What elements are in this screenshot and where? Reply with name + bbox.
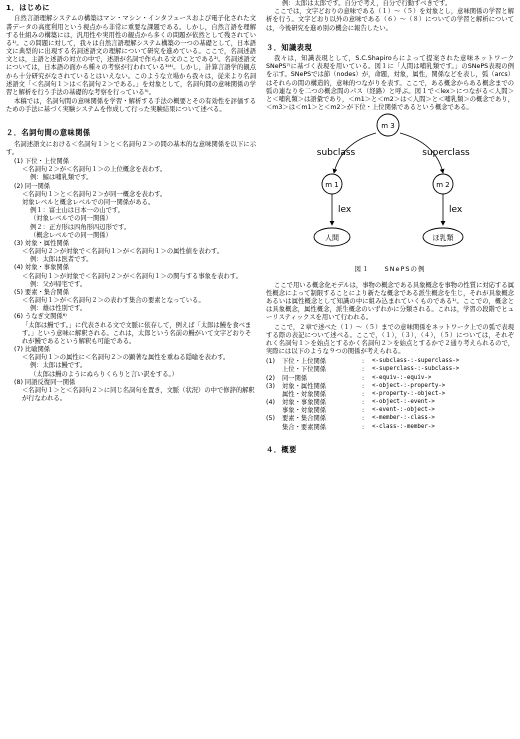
relation-name: 要素・集合関係 xyxy=(282,415,327,423)
relation-arc-table xyxy=(266,358,514,432)
arc-notation-paragraph: ここで，２章で述べた（１）～（５）までの意味関係をネットワーク上での弧で表現する際の表記について述べる。ここで，（１），（３），（４），（５）については，それぞれく名詞句１＞を始点とするかく名詞句２＞を始点とするかで２通り考えられるので，実際には以下のような９つの関係が考えられる。 xyxy=(266,323,514,356)
relation-number: (1) xyxy=(266,358,275,366)
relation-name: 事象・対象関係 xyxy=(282,407,327,415)
relation-number: (4) xyxy=(266,399,275,407)
arc-notation: <-subclass-:-superclass-> xyxy=(372,358,460,365)
separator: : xyxy=(362,399,365,407)
intro-section xyxy=(6,15,256,114)
node-m1-label: m 1 xyxy=(325,181,339,190)
arc-notation: <-class-:-member-> xyxy=(372,423,435,430)
relation-heading: (7) 比喩関係 xyxy=(14,346,51,354)
relation-example: 例：雄は性別です。 xyxy=(30,305,87,313)
example-line: 例：太郎は太郎です。自分で考え，自分で行動すべきです。 xyxy=(282,0,452,7)
word-human-label: 人間 xyxy=(325,234,339,243)
relation-example: 例：太郎は鰻です。 xyxy=(30,362,87,370)
relation-heading: (4) 対象・事象関係 xyxy=(14,264,69,272)
relation-description: 「太郎は鰻です。」に代表される文で文脈に依存して，例えば「太郎は鰻を食べます。」という意味に解釈される。これは，太郎という名前の鰻がいて文字どおりそれが鰻であるという解釈も可能である。 xyxy=(22,321,252,345)
relation-arc-row xyxy=(266,366,514,374)
relation-description: ＜名詞句１＞の属性に＜名詞句２＞の顕著な属性を重ねる隠喩を表わす。 xyxy=(22,354,230,362)
right-column xyxy=(266,0,514,457)
relation-description: 対象レベルと概念レベルでの同一関係がある。 xyxy=(22,198,155,206)
relation-description: ＜名詞句１＞が＜名詞句２＞の表わす集合の要素となっている。 xyxy=(22,297,205,305)
sneps-figure xyxy=(266,113,514,263)
relation-description: ＜名詞句２＞が対象で＜名詞句１＞が＜名詞句１＞の属性値を表わす。 xyxy=(22,248,223,256)
relation-example: （太郎は鰻のようにぬらりくらりと言い訳をする。） xyxy=(30,370,178,378)
arc-notation: <-member-:-class-> xyxy=(372,415,435,422)
left-column xyxy=(6,0,256,403)
relation-heading: (6) うなぎ文関係⁶⁾ xyxy=(14,313,67,321)
intro-paragraph: 本稿では，名詞句間の意味関係を学習・解析する手法の概要とその有効性を評価するための手法に基づく実験システムを作成して行った実験結果について述べる。 xyxy=(6,98,256,114)
relation-name: 対象・属性関係 xyxy=(282,382,327,390)
relation-name: 上位・下位関係 xyxy=(282,366,327,374)
relation-example: 例：父が帰宅です。 xyxy=(30,280,87,288)
relation-heading: (2) 同一関係 xyxy=(14,182,51,190)
relation-number xyxy=(266,407,282,415)
arc-notation: <-object-:-event-> xyxy=(372,399,435,406)
arc-notation: <-event-:-object-> xyxy=(372,407,435,414)
relation-heading: (8) 同語反復同一関係 xyxy=(14,378,76,386)
separator: : xyxy=(362,415,365,423)
relation-example: 例１：富士山は日本一の山です。 xyxy=(30,207,124,215)
section-3-title: ３．知識表現 xyxy=(266,42,313,52)
relation-number: (5) xyxy=(266,415,275,423)
separator: : xyxy=(362,423,365,431)
relation-example: 例：鯨は哺乳類です。 xyxy=(30,174,93,182)
relation-number: (3) xyxy=(266,382,275,390)
relation-name: 下位・上位関係 xyxy=(282,358,327,366)
relation-name: 同一関係 xyxy=(282,374,308,382)
separator: : xyxy=(362,390,365,398)
relation-heading: (3) 対象・属性関係 xyxy=(14,239,69,247)
relation-description: ＜名詞句１＞が対象で＜名詞句２＞が＜名詞句１＞の関与する事象を表わす。 xyxy=(22,272,242,280)
relation-description: ＜名詞句２＞が＜名詞句１＞の上位概念を表わす。 xyxy=(22,166,167,174)
superclass-label: superclass xyxy=(422,148,470,159)
word-mammal-label: ほ乳類 xyxy=(432,234,454,243)
separator: : xyxy=(362,374,365,382)
relation-number xyxy=(266,391,282,399)
relation-name: 集合・要素関係 xyxy=(282,423,327,431)
relation-arc-row xyxy=(266,415,514,423)
relation-arc-row xyxy=(266,375,514,383)
relation-description: ＜名詞句１＞と＜名詞句２＞が同一概念を表わす。 xyxy=(22,190,167,198)
relation-example: 例：太郎は医者です。 xyxy=(30,256,93,264)
relation-example: （対象レベルでの同一関係） xyxy=(30,215,112,223)
section-2-title: ２．名詞句間の意味関係 xyxy=(6,128,91,138)
section-1-title: 1．はじめに xyxy=(6,3,50,12)
knowledge-paragraph: 我々は，知識表現として，S.C.Shapiroらによって提案された意味ネットワークSNePS⁷⁾に基づく表現を用いている。図１に「人間は哺乳類です。」のSNePS表現の例を示す。SNePSでは節（nodes）が，命題，対象，属性，関係などを表し，弧（arcs）はそれらの間の構造的，意味的つながりを表す。ここで，ある概念からある概念までの弧の連なりを二つの概念間のパス（経路）と呼ぶ。図１で＜lex＞につながる＜人間＞と＜哺乳類＞は語彙であり，＜m1＞と＜m2＞は＜人間＞と＜哺乳類＞の概念であり，＜m3＞は＜m1＞と＜m2＞が下位・上位関係であるという概念である。 xyxy=(266,55,514,112)
relation-arc-row xyxy=(266,391,514,399)
relation-name: 属性・対象関係 xyxy=(282,390,327,398)
separator: : xyxy=(362,382,365,390)
relation-heading: (5) 要素・集合関係 xyxy=(14,288,69,296)
arc-notation: <-superclass-:-subclass-> xyxy=(372,366,460,373)
arc-notation: <-property-:-object-> xyxy=(372,390,446,397)
relation-arc-row xyxy=(266,424,514,432)
separator: : xyxy=(362,366,365,374)
relation-number: (2) xyxy=(266,374,275,382)
lex-label-1: lex xyxy=(338,205,352,216)
relation-heading: (1) 下位・上位関係 xyxy=(14,158,69,166)
relation-example: 例２：正方形は四角形四辺形です。 xyxy=(30,223,131,231)
section-4-title: ４．概要 xyxy=(266,444,297,454)
node-m3-label: m 3 xyxy=(381,122,395,131)
sneps-network-diagram xyxy=(266,113,514,263)
separator: : xyxy=(362,407,365,415)
subclass-label: subclass xyxy=(316,148,356,159)
concept-model-paragraph: ここで用いる概念化モデルは，事物の概念である具象概念を事物の性質に対応する属性概念によって制限することにより新たな概念である派生概念を生じ，それが具象概念あるいは属性概念として知識の中に組み込まれていくものである¹⁾。ここでの，概念とは具象概念，属性概念，派生概念のいずれかに分類される。これは，学習の段階でヒューリスティックスを用いて行われる。 xyxy=(266,281,514,322)
scope-paragraph: ここでは，文字どおりの意味である（１）～（５）を対象とし，意味関係の学習と解析を行う。文字どおり以外の意味である（６）～（８）についての学習と解析については，今後研究を進め別の機会に報告したい。 xyxy=(266,8,514,32)
relation-arc-row xyxy=(266,383,514,391)
separator: : xyxy=(362,358,365,366)
node-m2-label: m 2 xyxy=(436,181,450,190)
section-2-intro: 名詞述語文における＜名詞句１＞と＜名詞句２＞の間の基本的な意味関係を以下に示す。 xyxy=(6,140,256,156)
relation-number xyxy=(266,424,282,432)
relation-number xyxy=(266,366,282,374)
lex-label-2: lex xyxy=(449,205,463,216)
relation-name: 対象・事象関係 xyxy=(282,399,327,407)
relation-description: ＜名詞句１＞と＜名詞句２＞に同じ名詞句を置き，文脈（状況）の中で修辞的解釈が行なわれる。 xyxy=(22,386,255,403)
figure-caption: 図１ SNePSの例 xyxy=(354,265,426,274)
relation-list xyxy=(6,158,256,403)
intro-paragraph: 自然言語理解システムの構築はマン・マシン・インタフェースおよび電子化された文書データの高度利用という視点から非常に重要な課題である。しかし，自然言語を理解する仕組みの構築には，汎用性や実用性の観点から多くの問題が依然として残されている¹⁾。この問題に対して，我々は自然言語理解システム構築の一つの基礎として，日本語文に典型的に出現する名詞述語文の理解について研究を進めている。ここで，名詞述語文とは，主語と述語の対立の中で，述語が名詞で作られる文のことである²⁾。名詞述語文については，日本語の面から種々の考察が行われている³⁾⁴⁾。しかし，計算言語学的観点から十分研究がなされているとはいえない。このような立場から我々は，従来より名詞述語文「＜名詞句１＞は＜名詞句２＞である。」を対象として，名詞句間の意味関係の学習と解析を行う手法の基礎的な考察を行っている⁵⁾。 xyxy=(6,15,256,96)
arc-notation: <-equiv-:-equiv-> xyxy=(372,374,432,381)
arc-notation: <-object-:-property-> xyxy=(372,382,446,389)
relation-example: （概念レベルでの同一関係） xyxy=(30,231,112,239)
